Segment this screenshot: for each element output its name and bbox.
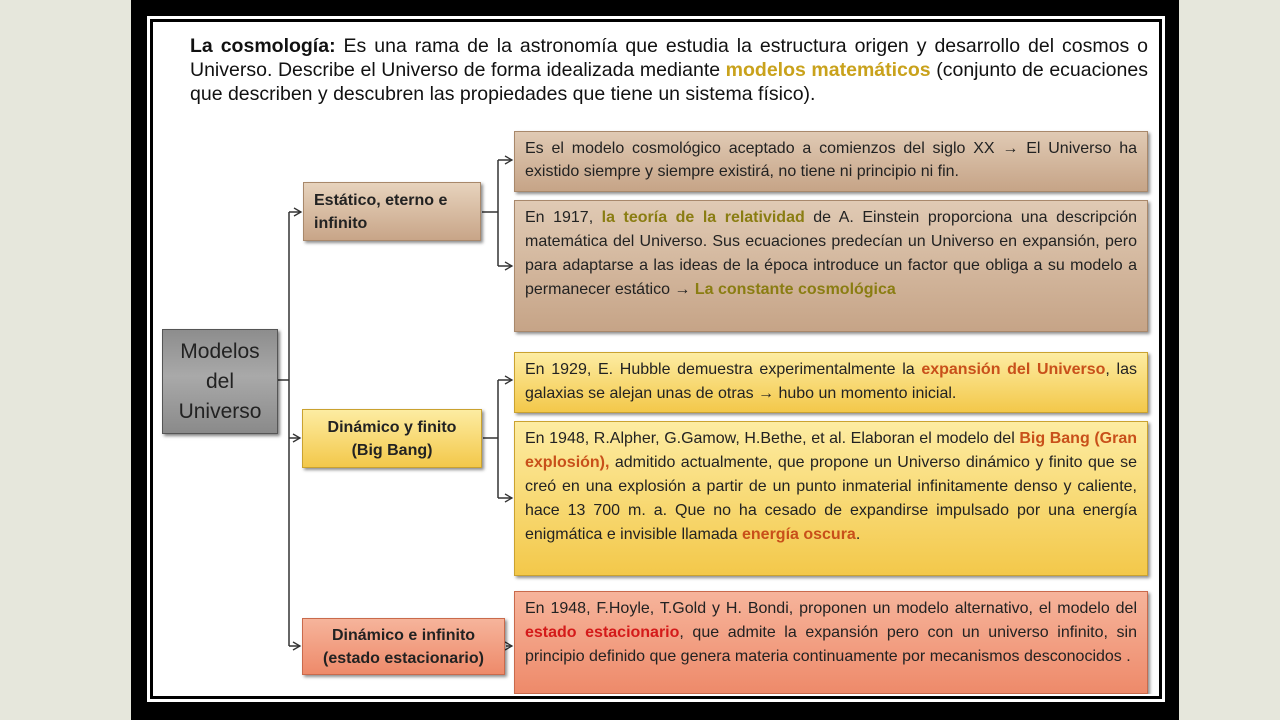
intro-text-1: Es una rama de la astronomía que estudia la estructura origen y desarrollo del cosmos o Universo. Describe el Universo de forma idealizada mediante [190,35,1148,81]
desc-3-highlight-expansion: expansión del Universo [921,361,1106,378]
desc-1-text: Es el modelo cosmológico aceptado a comienzos del siglo XX → El Universo ha existido siempre y siempre existirá, no tiene ni principio ni fin. [525,140,1137,180]
slide-content [155,24,1157,694]
category-dynamic-finite [302,409,482,468]
desc-2-highlight-constant: La constante cosmológica [694,281,896,298]
intro-highlight: modelos matemáticos [725,59,931,81]
intro-text-2: (conjunto de ecuaciones que describen y descubren las propiedades que tiene un sistema físico). [190,59,1148,105]
root-label: Modelos del Universo [178,339,262,423]
desc-3-text-b: , las galaxias se alejan unas de otras → hubo un momento inicial. [525,361,1138,402]
desc-4-highlight-big-bang: Big Bang (Gran explosión), [525,430,1137,471]
desc-5-text-a: En 1948, F.Hoyle, T.Gold y H. Bondi, proponen un modelo alternativo, el modelo del [525,600,1137,617]
description-einstein [514,200,1148,332]
desc-4-text-b: admitido actualmente, que propone un Universo dinámico y finito que se creó en una explosión a partir de un punto inmaterial infinitamente denso y caliente, hace 13 700 m. a. Que no ha cesado de expandirse impulsado por una energía enigmática e invisible llamada [525,454,1137,543]
desc-3-text-a: En 1929, E. Hubble demuestra experimentalmente la [525,361,922,378]
intro-term: La cosmología: [190,35,336,57]
desc-2-text-a: En 1917, [525,209,602,226]
category-steady-sublabel: (estado estacionario) [323,650,484,667]
category-static-label: Estático, eterno e infinito [314,192,448,232]
category-dynamic-infinite [302,618,505,675]
desc-2-text-b: de A. Einstein proporciona una descripción matemática del Universo. Sus ecuaciones predecían un Universo en expansión, pero para adaptarse a las ideas de la época introduce un factor que obliga a su modelo a permanecer estático → [525,209,1138,298]
description-steady-state [514,591,1148,694]
description-static-model [514,131,1148,192]
description-hubble [514,352,1148,413]
category-bigbang-label: Dinámico y finito [327,419,457,436]
desc-4-text-a: En 1948, R.Alpher, G.Gamow, H.Bethe, et al. Elaboran el modelo del [525,430,1020,447]
desc-5-highlight-steady-state: estado estacionario [525,624,680,641]
desc-4-text-c: . [855,526,861,543]
category-bigbang-sublabel: (Big Bang) [351,442,433,459]
desc-5-text-b: , que admite la expansión pero con un universo infinito, sin principio definido que genera materia continuamente por mecanismos desconocidos . [525,624,1137,665]
description-big-bang [514,421,1148,576]
category-steady-label: Dinámico e infinito [331,627,476,644]
category-static-eternal-infinite [303,182,481,241]
desc-4-highlight-dark-energy: energía oscura [742,526,856,543]
desc-2-highlight-relativity: la teoría de la relatividad [601,209,805,226]
root-node-modelos-del-universo [162,329,278,434]
